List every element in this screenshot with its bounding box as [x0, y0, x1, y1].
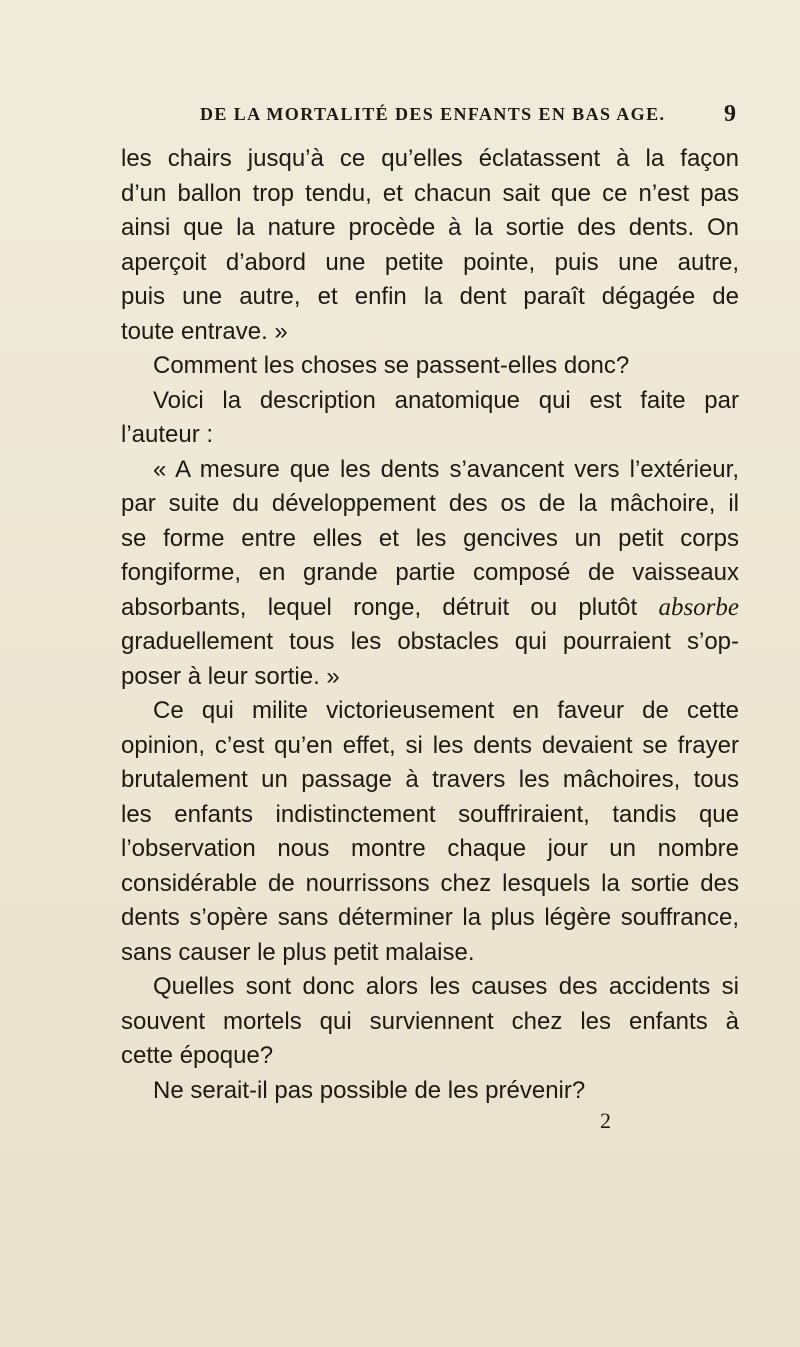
text-line: Voici la description anatomique qui est faite par	[153, 386, 739, 414]
running-header	[200, 101, 736, 132]
text-line: graduellement tous les obstacles qui pourraient s’op-	[121, 628, 739, 655]
text-line: Ce qui milite victorieusement en faveur de cette	[153, 697, 739, 724]
text-line: l’observation nous montre chaque jour un nombre	[121, 835, 739, 862]
text-line: ainsi que la nature procède à la sortie des dents. On	[121, 214, 739, 241]
italic-word: absorbe	[658, 593, 740, 621]
body-text	[121, 142, 739, 1108]
page-number: 9	[724, 101, 736, 127]
text-line: Quelles sont donc alors les causes des accidents si	[153, 973, 739, 1000]
text-line: opinion, c’est qu’en effet, si les dents devaient se frayer	[121, 731, 739, 759]
text-line: par suite du développement des os de la mâchoire, il	[121, 490, 739, 517]
text-line: cette époque?	[121, 1042, 274, 1069]
text-line: l’auteur :	[121, 421, 214, 448]
text-line: poser à leur sortie. »	[121, 662, 340, 690]
text-segment: absorbants, lequel ronge, détruit ou plutôt	[121, 593, 638, 621]
text-line: fongiforme, en grande partie composé de vaisseaux	[121, 559, 739, 586]
text-line: Comment les choses se passent-elles donc?	[153, 352, 630, 379]
text-line: les enfants indistinctement souffriraient, tandis que	[121, 800, 739, 828]
running-header-title: DE LA MORTALITÉ DES ENFANTS EN BAS AGE.	[200, 104, 666, 124]
text-line: puis une autre, et enfin la dent paraît dégagée de	[121, 283, 739, 310]
text-line: sans causer le plus petit malaise.	[121, 938, 475, 966]
text-line: d’un ballon trop tendu, et chacun sait que ce n’est pas	[121, 179, 739, 207]
text-line: « A mesure que les dents s’avancent vers l’extérieur,	[153, 455, 739, 483]
text-line: aperçoit d’abord une petite pointe, puis une autre,	[121, 248, 739, 276]
signature-mark: 2	[600, 1108, 611, 1133]
text-line: toute entrave. »	[121, 317, 288, 345]
text-line: dents s’opère sans déterminer la plus légère souffrance,	[121, 904, 739, 931]
text-line: brutalement un passage à travers les mâchoires, tous	[121, 766, 739, 793]
text-line: considérable de nourrissons chez lesquels la sortie des	[121, 869, 739, 897]
text-line: se forme entre elles et les gencives un petit corps	[121, 524, 739, 552]
text-line-with-italic	[121, 591, 739, 626]
text-line: les chairs jusqu’à ce qu’elles éclatassent à la façon	[121, 145, 739, 172]
text-line: souvent mortels qui surviennent chez les enfants à	[121, 1007, 739, 1035]
text-line: Ne serait-il pas possible de les prévenir?	[153, 1076, 586, 1104]
